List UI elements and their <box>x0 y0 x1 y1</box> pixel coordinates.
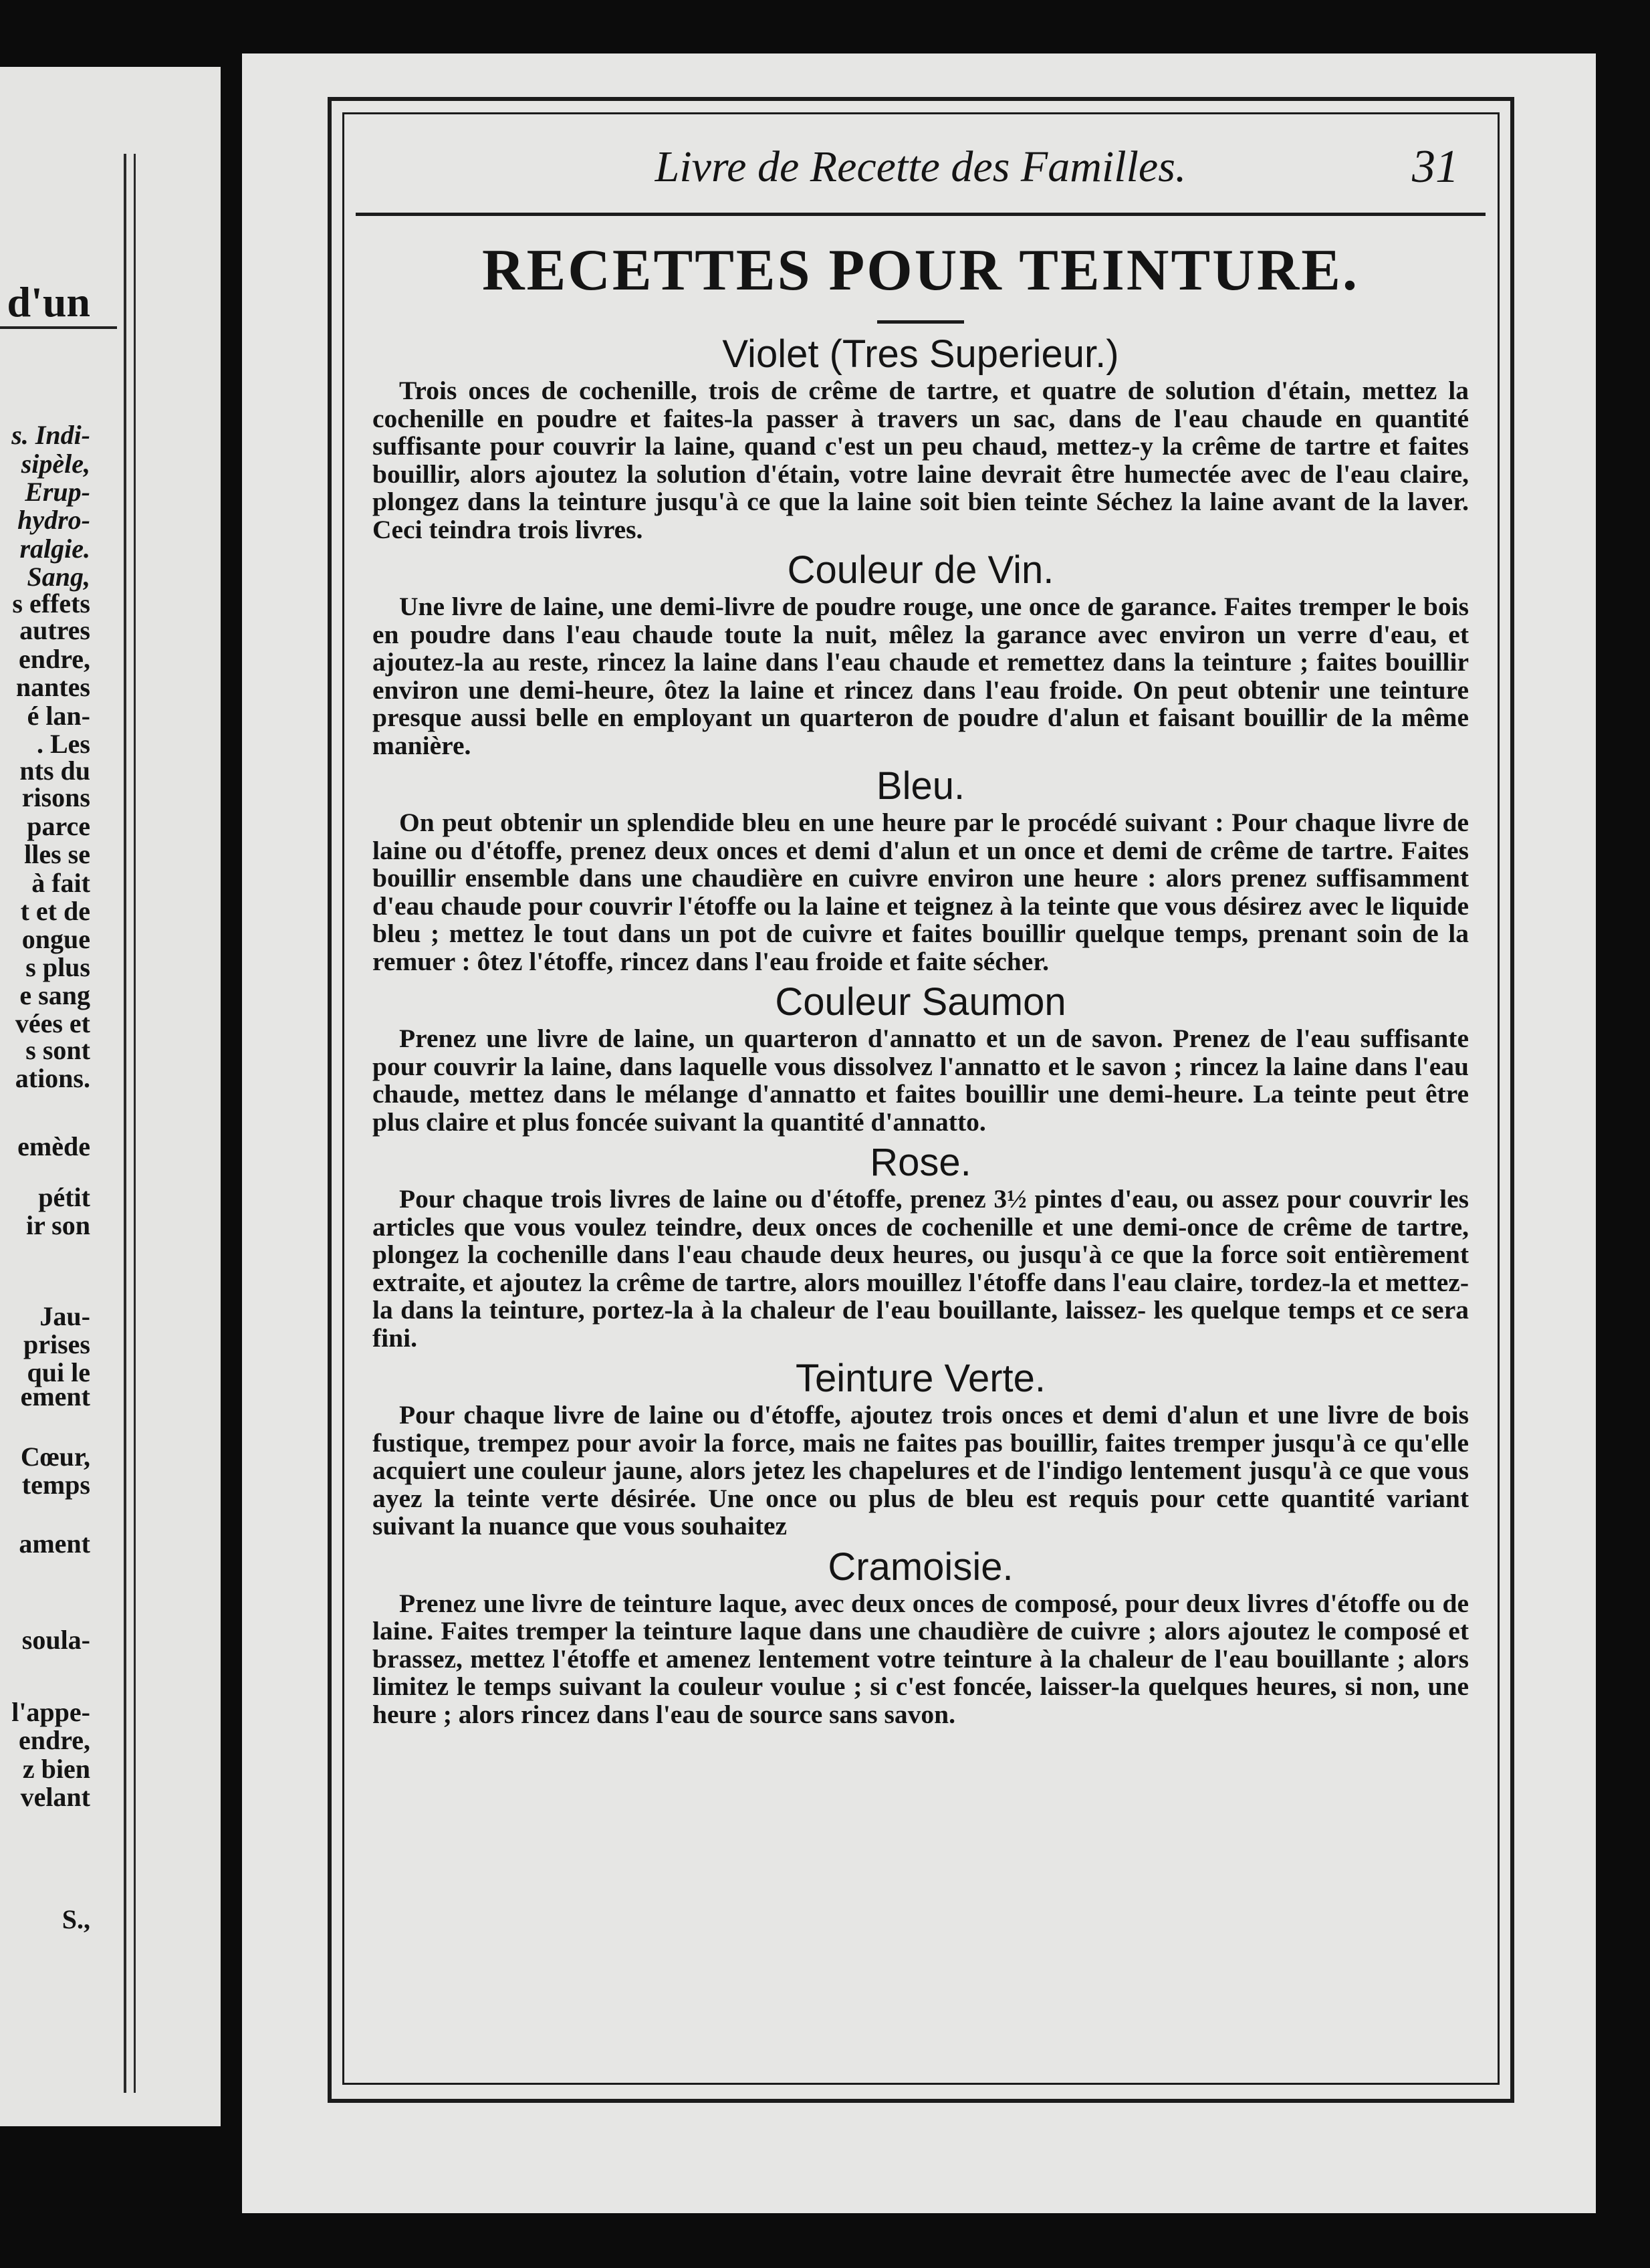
recipe-cramoisie <box>372 1545 1469 1729</box>
left-page-fragment: Cœur, <box>20 1442 90 1472</box>
left-page-fragment: l'appe- <box>11 1697 90 1727</box>
recipe-title: Teinture Verte. <box>796 1357 1046 1400</box>
left-page-fragment: ament <box>19 1528 90 1559</box>
left-page-fragment: vées et <box>15 1008 90 1038</box>
left-page-fragment: . Les <box>37 729 90 759</box>
recipe-title: Couleur de Vin. <box>787 548 1054 592</box>
left-page-fragment: endre, <box>18 644 90 674</box>
recipe-body: On peut obtenir un splendide bleu en une heure par le procédé suivant : Pour chaque livre de laine ou d'étoffe, prenez deux onces et demi d'alun et un once et demi de crême de tartre. Faites bouillir ensemble dans une chaudière en cuivre environ une heure : alors prenez suffisamment d'eau chaude pour couvrir l'étoffe ou la laine et teignez à la teinte que vous désirez avec le liquide bleu ; mettez le tout dans un pot de cuivre et faites bouillir quelque temps, prenant soin de la remuer : ôtez l'étoffe, rincez dans l'eau froide et faite sécher. <box>372 808 1469 976</box>
recipe-teinture-verte <box>372 1356 1469 1541</box>
recipe-list <box>372 332 1469 1728</box>
left-page-fragment: s plus <box>25 952 90 982</box>
left-page-fragment: lles se <box>24 839 90 869</box>
left-page-fragment: parce <box>27 811 90 841</box>
left-page-fragment: sipèle, <box>21 449 90 479</box>
recipe-bleu <box>372 764 1469 976</box>
left-page-fragment: S., <box>62 1904 90 1934</box>
left-page-fragment: Jau- <box>39 1301 90 1331</box>
left-page-fragment: pétit <box>38 1182 90 1212</box>
recipe-title: Couleur Saumon <box>775 980 1066 1024</box>
left-page-fragment: ations. <box>15 1063 90 1093</box>
left-page-fragment: Erup- <box>25 477 90 507</box>
recipe-title: Bleu. <box>876 764 965 808</box>
recipe-body: Trois onces de cochenille, trois de crême de tartre, et quatre de solution d'étain, mettez la cochenille en poudre et faites-la passer à travers un sac, dans de l'eau chaude en quantité suffisante pour couvrir la laine, quand c'est un peu chaud, mettez-y la crême de tartre et faites bouillir, alors ajoutez la solution d'étain, votre laine devrait être humectée avec de l'eau claire, plongez dans la teinture jusqu'à ce que la laine soit bien teinte Séchez la laine avant de la laver. Ceci teindra trois livres. <box>372 376 1469 544</box>
left-page-fragment: à fait <box>31 868 90 898</box>
main-title: RECETTES POUR TEINTURE. <box>482 238 1359 303</box>
recipe-couleur-saumon <box>372 980 1469 1136</box>
left-page-fragment: z bien <box>22 1754 90 1784</box>
running-header <box>356 134 1486 201</box>
recipe-violet <box>372 332 1469 544</box>
recipe-couleur-de-vin <box>372 548 1469 760</box>
left-page-fragment: soula- <box>21 1625 90 1655</box>
recipe-title: Violet (Tres Superieur.) <box>722 332 1119 376</box>
recipe-body: Pour chaque livre de laine ou d'étoffe, ajoutez trois onces et demi d'alun et une livre de bois fustique, trempez pour avoir la force, mais ne faites pas bouillir, faites tremper jusqu'à ce qu'elle acquiert une couleur jaune, alors jetez les chapelures et de l'indigo lentement jusqu'à ce que vous ayez la teinte verte désirée. Une once ou plus de bleu est requis pour cette quantité variant suivant la nuance que vous souhaitez <box>372 1400 1469 1541</box>
left-facing-page <box>0 67 221 2126</box>
book-page <box>242 53 1596 2213</box>
left-page-fragment: risons <box>21 782 90 812</box>
left-page-fragment: e sang <box>19 980 90 1010</box>
left-page-fragment: endre, <box>18 1725 90 1755</box>
left-page-fragment: emède <box>17 1131 90 1161</box>
left-page-fragment: hydro- <box>17 505 90 535</box>
left-page-fragment: t et de <box>20 896 90 926</box>
left-page-fragment: ir son <box>26 1210 90 1240</box>
left-page-fragment: d'un <box>7 278 90 326</box>
left-page-fragment: qui le <box>27 1357 90 1387</box>
left-page-fragment: nts du <box>19 756 90 786</box>
left-page-fragment: temps <box>21 1470 90 1500</box>
left-page-fragment: ongue <box>21 924 90 954</box>
left-page-fragment: velant <box>20 1782 90 1812</box>
left-page-fragment: ement <box>20 1381 90 1411</box>
recipe-title: Cramoisie. <box>828 1545 1014 1589</box>
left-page-fragment: s. Indi- <box>11 420 90 450</box>
recipe-body: Prenez une livre de laine, un quarteron d'annatto et un de savon. Prenez de l'eau suffisante pour couvrir la laine, dans laquelle vous dissolvez l'annatto et le savon ; rincez la laine dans l'eau chaude, mettez dans le mélange d'annatto et faites bouillir une demi-heure. La teinte peut être plus claire et plus foncée suivant la quantité d'annatto. <box>372 1024 1469 1137</box>
recipe-body: Prenez une livre de teinture laque, avec deux onces de composé, pour deux livres d'étoffe ou de laine. Faites tremper la teinture laque dans une chaudière de cuivre ; alors ajoutez le composé et brassez, mettez l'étoffe et amenez lentement votre teinture à la chaleur de l'eau bouillante ; alors limitez le temps suivant la couleur voulue ; si c'est foncée, laisser-la quelques heures, si non, une heure ; alors rincez dans l'eau de source sans savon. <box>372 1588 1469 1729</box>
left-page-fragment: prises <box>23 1329 90 1359</box>
left-page-text-column <box>0 154 117 2093</box>
recipe-body: Une livre de laine, une demi-livre de poudre rouge, une once de garance. Faites tremper le bois en poudre dans l'eau chaude toute la nuit, mêlez la garance avec environ un verre d'eau, et ajoutez-la au reste, rincez la laine dans l'eau chaude et remettez dans la teinture ; faites bouillir environ une demi-heure, ôtez la laine et rincez dans l'eau froide. On peut obtenir une teinture presque aussi belle en employant un quarteron de poudre d'alun et faisant bouillir de la même manière. <box>372 592 1469 760</box>
recipe-rose <box>372 1140 1469 1352</box>
header-rule <box>356 213 1486 216</box>
left-page-fragment: ralgie. <box>19 534 90 564</box>
recipe-body: Pour chaque trois livres de laine ou d'étoffe, prenez 3½ pintes d'eau, ou assez pour couvrir les articles que vous voulez teindre, deux onces de cochenille et une demi-once de crême de tartre, plongez la cochenille dans l'eau chaude deux heures, ou jusqu'à ce que la force soit entièrement extraite, et ajoutez la crême de tartre, alors mouillez l'étoffe dans l'eau claire, tordez-la et mettez-la dans la teinture, portez-la à la chaleur de l'eau bouillante, laissez- les quelque temps et ce sera fini. <box>372 1184 1469 1353</box>
recipe-title: Rose. <box>870 1141 971 1184</box>
left-page-border-inner <box>134 154 136 2093</box>
left-page-fragment: Sang, <box>27 562 90 592</box>
left-page-fragment: autres <box>19 615 90 645</box>
left-page-fragment: s sont <box>25 1035 90 1065</box>
running-header-title: Livre de Recette des Familles. <box>655 142 1187 191</box>
page-number: 31 <box>1412 141 1459 193</box>
left-page-rule <box>0 326 117 329</box>
title-rule <box>877 320 964 324</box>
left-page-fragment: nantes <box>15 672 90 702</box>
left-page-border <box>124 154 126 2093</box>
left-page-fragment: s effets <box>12 588 90 618</box>
page-content <box>372 231 1469 2063</box>
left-page-fragment: é lan- <box>27 701 90 731</box>
